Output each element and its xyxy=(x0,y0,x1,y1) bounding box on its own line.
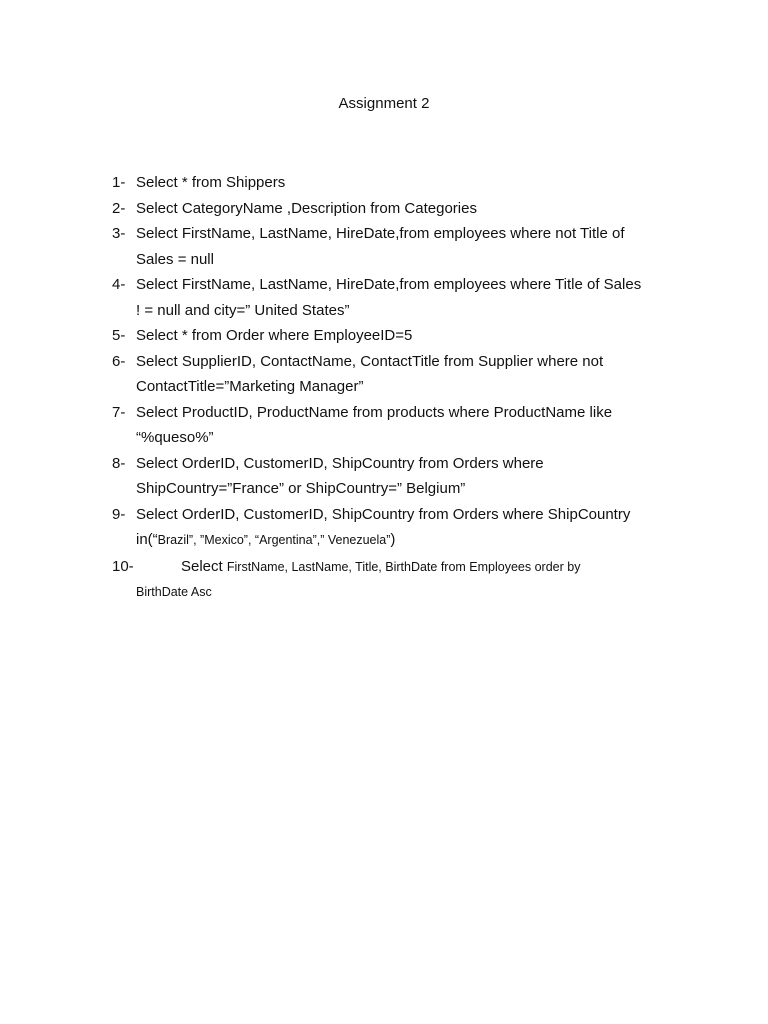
item-number: 5- xyxy=(112,327,126,344)
item-number: 4- xyxy=(112,276,126,293)
item-text-small: Brazil”, ”Mexico”, “Argentina”,” Venezuela” xyxy=(157,533,391,547)
item-number: 1- xyxy=(112,174,126,191)
item-text-line1 xyxy=(136,554,712,581)
item-text: ! = null and city=” United States” xyxy=(136,301,350,319)
list-item xyxy=(112,272,712,323)
item-number: 6- xyxy=(112,352,126,370)
list-item xyxy=(112,196,712,222)
list-item xyxy=(112,502,712,554)
item-text: Select OrderID, CustomerID, ShipCountry from Orders where ShipCountry xyxy=(136,505,631,523)
item-text: Select * from Order where EmployeeID=5 xyxy=(136,327,413,344)
item-text: Sales = null xyxy=(136,250,214,268)
item-text-open: in(“ xyxy=(136,531,158,548)
item-number: 2- xyxy=(112,199,126,217)
item-text: Select ProductID, ProductName from products where ProductName like xyxy=(136,403,613,421)
item-text: ShipCountry=”France” or ShipCountry=” Belgium” xyxy=(136,480,466,497)
item-text-close: ) xyxy=(390,531,396,548)
item-text-line2 xyxy=(136,527,712,554)
list-item xyxy=(112,349,712,400)
item-number: 10- xyxy=(112,557,134,575)
item-text: Select FirstName, LastName, HireDate,from employees where Title of Sales xyxy=(136,276,642,293)
item-text: Select * from Shippers xyxy=(136,174,286,191)
item-text: Select FirstName, LastName, HireDate,from employees where not Title of xyxy=(136,225,625,242)
item-text: BirthDate Asc xyxy=(136,585,212,599)
item-text-small: FirstName, LastName, Title, BirthDate from Employees order by xyxy=(226,559,581,574)
list-item xyxy=(112,451,712,502)
list-item xyxy=(112,323,712,349)
item-text: Select OrderID, CustomerID, ShipCountry from Orders where xyxy=(136,454,544,472)
item-number: 9- xyxy=(112,505,126,523)
item-number: 3- xyxy=(112,225,126,242)
item-select-word: Select xyxy=(181,557,223,575)
query-list xyxy=(112,170,712,606)
list-item xyxy=(112,221,712,272)
list-item xyxy=(112,400,712,451)
list-item xyxy=(112,554,712,606)
item-text: ContactTitle=”Marketing Manager” xyxy=(136,378,364,395)
item-number: 7- xyxy=(112,403,126,421)
page-title: Assignment 2 xyxy=(338,95,430,112)
item-text: “%queso%” xyxy=(136,429,214,446)
list-item xyxy=(112,170,712,196)
item-text: Select SupplierID, ContactName, ContactTitle from Supplier where not xyxy=(136,352,604,370)
item-number: 8- xyxy=(112,454,126,472)
item-text: Select CategoryName ,Description from Categories xyxy=(136,199,477,217)
